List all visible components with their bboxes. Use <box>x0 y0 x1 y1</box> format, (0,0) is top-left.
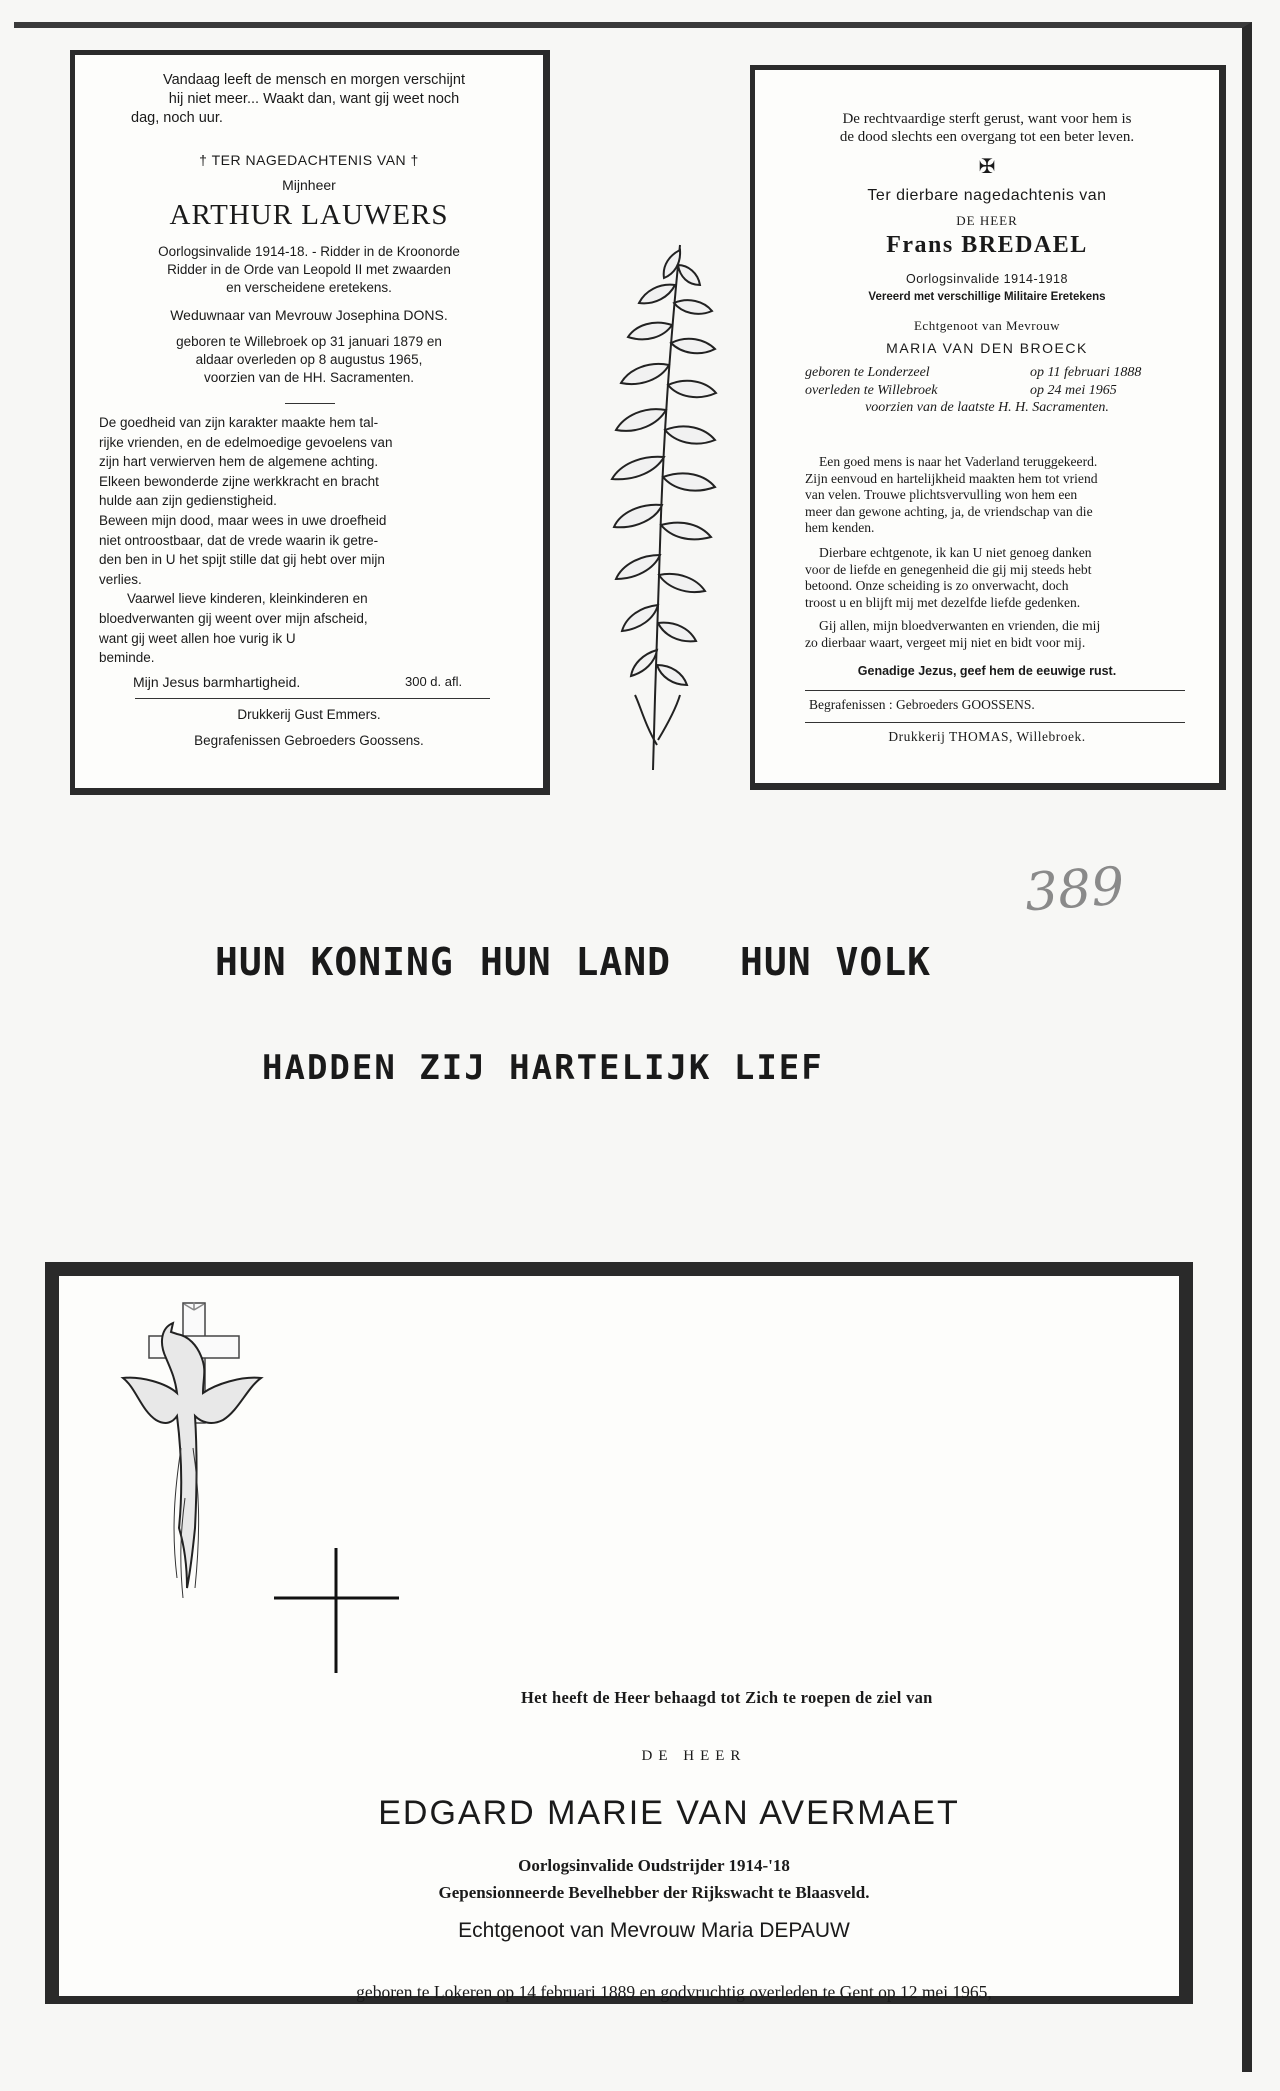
prayer-line: Genadige Jezus, geef hem de eeuwige rust. <box>857 664 1117 678</box>
memorial-card-lauwers <box>70 50 550 795</box>
memorial-line: Ter dierbare nagedachtenis van <box>867 187 1107 204</box>
divider <box>285 403 335 404</box>
honors-line-1: Oorlogsinvalide Oudstrijder 1914-'18 <box>518 1856 790 1875</box>
funeral-line: Begrafenissen : Gebroeders GOOSSENS. <box>809 697 1035 712</box>
dates-line: geboren te Lokeren op 14 februari 1889 en godvruchtig overleden te Gent op 12 mei 1965, <box>356 1982 992 2002</box>
dates-block: geboren te Willebroek op 31 januari 1879 en aldaar overleden op 8 augustus 1965, voorzien van de HH. Sacramenten. <box>176 334 442 385</box>
card-intro: De rechtvaardige sterft gerust, want voor hem is de dood slechts een overgang tot een beter leven. <box>839 111 1135 145</box>
card-body: De goedheid van zijn karakter maakte hem tal- rijke vrienden, en de edelmoedige gevoelens van zijn hart verwierven hem de algemene achting. Elkeen bewonderde zijne werkkracht en bracht hulde aan zijn gedienstigheid. Beween mijn dood, maar wees in uwe droefheid niet ontroostbaar, dat de vrede waarin ik getre- den ben in U het spijt stille dat gij hebt over mijn verlies. Vaarwel lieve kinderen, kleinkinderen en bloedverwanten gij weent over mijn afscheid, want gij weet allen hoe vurig ik U beminde. <box>99 415 393 666</box>
divider <box>135 698 490 699</box>
dates-days: op 11 februari 1888 op 24 mei 1965 <box>1030 365 1142 398</box>
motto-land: HUN LAND <box>480 940 672 984</box>
title-line: DE HEER <box>956 213 1018 228</box>
spouse-line: Echtgenoot van Mevrouw Maria DEPAUW <box>458 1919 850 1942</box>
memorial-card-bredael <box>750 65 1226 790</box>
funeral-line: Begrafenissen Gebroeders Goossens. <box>194 733 424 748</box>
memorial-card-van-avermaet <box>45 1262 1193 2004</box>
spouse-label: Echtgenoot van Mevrouw <box>913 318 1061 333</box>
deceased-name: ARTHUR LAUWERS <box>169 199 449 231</box>
honors: Oorlogsinvalide 1914-1918 Vereerd met verschillige Militaire Eretekens <box>868 272 1106 303</box>
prayer-line: Mijn Jesus barmhartigheid. <box>133 674 301 690</box>
card-body-3: Gij allen, mijn bloedverwanten en vrienden, die mij zo dierbaar waart, vergeet mij niet en bidt voor mij. <box>805 618 1101 650</box>
honors: Oorlogsinvalide 1914-18. - Ridder in de Kroonorde Ridder in de Orde van Leopold II met zwaarden en verscheidene eretekens. <box>158 244 460 295</box>
title-line: Mijnheer <box>282 177 336 193</box>
widower-line: Weduwnaar van Mevrouw Josephina DONS. <box>170 307 448 323</box>
intro-line: Het heeft de Heer behaagd tot Zich te roepen de ziel van <box>521 1688 933 1707</box>
printer-line: Drukkerij THOMAS, Willebroek. <box>888 729 1086 744</box>
printer-line: Drukkerij Gust Emmers. <box>237 707 381 722</box>
page-number: 389 <box>1023 856 1127 924</box>
deceased-name: EDGARD MARIE VAN AVERMAET <box>378 1794 960 1832</box>
card-intro: Vandaag leeft de mensch en morgen verschijnt hij niet meer... Waakt dan, want gij weet noch dag, noch uur. <box>131 72 465 126</box>
memorial-line: † TER NAGEDACHTENIS VAN † <box>199 152 419 168</box>
dove-cross-illustration <box>111 1298 276 1628</box>
deceased-name: Frans BREDAEL <box>886 232 1088 258</box>
spouse-name: MARIA VAN DEN BROECK <box>886 340 1088 356</box>
divider <box>805 722 1185 723</box>
dates-places: geboren te Londerzeel overleden te Willebroek <box>805 365 938 398</box>
motto-people: HUN VOLK <box>740 940 932 984</box>
motto-loved: HADDEN ZIJ HARTELIJK LIEF <box>262 1048 824 1088</box>
motto-king: HUN KONING <box>215 940 454 984</box>
card-body-1: Een goed mens is naar het Vaderland teruggekeerd. Zijn eenvoud en hartelijkheid maakten hem tot vriend van velen. Trouwe plichtsvervulling won hem een meer dan gewone achting, ja, de vriendschap van die hem kenden. <box>805 454 1098 535</box>
sacraments-line: voorzien van de laatste H. H. Sacramenten. <box>865 400 1109 415</box>
card-body-2: Dierbare echtgenote, ik kan U niet genoeg danken voor de liefde en genegenheid die gij mij steeds hebt betoond. Onze scheiding is zo onverwacht, doch troost u en blijft mij met dezelfde liefde gedenken. <box>805 545 1092 610</box>
laurel-branch-illustration <box>585 225 735 770</box>
indulgence: 300 d. afl. <box>405 674 463 689</box>
honors-line-2: Gepensionneerde Bevelhebber der Rijkswacht te Blaasveld. <box>438 1883 870 1902</box>
divider <box>805 690 1185 691</box>
maltese-cross-icon: ✠ <box>978 156 996 178</box>
cross-icon <box>274 1548 399 1673</box>
title-line: DE HEER <box>641 1748 747 1764</box>
